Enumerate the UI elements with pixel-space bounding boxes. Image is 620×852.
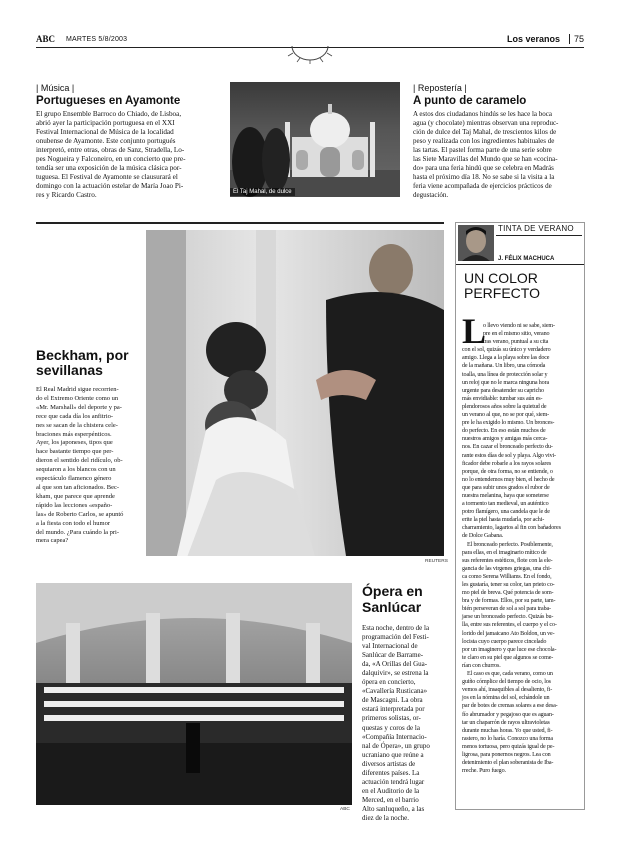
taj-mahal-illustration (230, 82, 400, 197)
text-line: nos. En cazar el bronceado perfecto du- (462, 444, 553, 451)
text-line: rían con churros. (462, 662, 501, 669)
text-line: detenimiento el plan soberanista de Iba- (462, 760, 554, 767)
text-line: potro flamígero, una candela que le de (462, 509, 550, 516)
pastry-article (413, 83, 585, 200)
text-line: rreche. Puro fuego. (462, 768, 506, 775)
text-line: nal de Ópera», un grupo (362, 741, 430, 750)
beckham-body (36, 386, 136, 546)
text-line: tras verano, puntual a su cita (483, 339, 549, 346)
opera-title-line: Sanlúcar (362, 599, 422, 615)
text-line: espectáculo flamenco género (36, 475, 112, 483)
text-line: fío abrumador y pegajoso que es aguan- (462, 711, 554, 718)
column-author: J. FÉLIX MACHUCA (498, 256, 555, 262)
column-title-line: PERFECTO (464, 285, 540, 301)
taj-mahal-photo (230, 82, 400, 197)
text-line: de la mañana. Un libro, una cómoda (462, 363, 546, 370)
text-line: te claro en su piel que algunos se come- (462, 654, 554, 661)
text-line: mo piel de breva. Qué potencia de som- (462, 590, 554, 597)
text-line: rece que cada día los anfitrio- (36, 412, 114, 420)
text-line: actuación tendrá lugar (362, 777, 425, 786)
text-line: tar un chaparrón de rayos ultravioletas (462, 719, 550, 726)
text-line: vemos ahí, insaquibles al desaliento, fi- (462, 687, 553, 694)
text-line: braciones más esperpénticos. (36, 430, 112, 438)
music-article (36, 83, 222, 200)
text-line: questas y coros de la (362, 723, 420, 732)
text-line: a tormento tan medieval, un auténtico (462, 501, 549, 508)
text-line: menos tortuosa, pero quizás igual de pe- (462, 743, 555, 750)
column-dropcap: L (462, 311, 487, 351)
opera-title-line: Ópera en (362, 583, 423, 599)
header-logo: ABC (36, 34, 56, 44)
opera-article (362, 583, 446, 823)
text-line: El bronceado perfecto. Posiblemente, (467, 541, 553, 548)
opera-body (362, 624, 446, 823)
opera-title (362, 583, 446, 615)
text-line: las Siete Maravillas del Mundo que se han «cocina- (413, 155, 558, 164)
text-line: que para subir unos grados el rubor de (462, 484, 550, 491)
text-line: hace bastante tiempo que per- (36, 448, 114, 456)
text-line: toalla, una línea de protección solar y (462, 371, 548, 378)
text-line: un reloj que no le marca ninguna hora (462, 379, 550, 386)
author-portrait-illustration (458, 225, 494, 261)
text-line: interpretó, entre otras, obras de Sanz, Stradella, Lo- (36, 146, 185, 155)
text-line: Alto sanluqueño, a las (362, 804, 425, 813)
column-title-line: UN COLOR (464, 270, 538, 286)
text-line: diferentes países. La (362, 768, 420, 777)
beckham-article (36, 348, 136, 546)
pastry-kicker: | Repostería | (413, 83, 467, 93)
beckham-title-line: Beckham, por (36, 347, 129, 363)
text-line: Sanlúcar de Barrame- (362, 651, 424, 660)
section-divider (36, 222, 444, 224)
text-line: feria viene acompañada de ejercicios prácticos de (413, 182, 552, 191)
text-line: do perfecto. En eso están muchos de (462, 428, 546, 435)
header-section: Los veranos (506, 34, 560, 44)
text-line: un verano al que, no se por qué, siem- (462, 412, 550, 419)
text-line: El Real Madrid sigue recorrien- (36, 386, 119, 393)
author-portrait (458, 225, 494, 261)
text-line: pre en el mismo sitio, verano (483, 331, 550, 338)
column-body (462, 322, 580, 775)
text-line: ficador debe robarle a los rayos solares (462, 460, 552, 467)
text-line: con el sol, quizás su único y verdadero (462, 347, 551, 354)
text-line: ca como Serena Williams. En el fondo, (462, 573, 552, 580)
text-line: onubense de Ayamonte. Este conjunto portugués (36, 137, 176, 146)
text-line: a la fiesta con todo el humor (36, 519, 111, 527)
text-line: al que son tan aficionados. Bec- (36, 483, 120, 491)
text-line: o llevo viendo ni se sabe, siem- (483, 323, 555, 329)
beckham-flamenco-photo (146, 230, 444, 556)
text-line: A estos dos ciudadanos hindús se les hace la boca (413, 110, 552, 118)
text-line: rápido las lecciones «españo- (36, 501, 113, 509)
text-line: no lo entendemos muy bien, el hecho de (462, 476, 555, 483)
text-line: guiño cómplice del tiempo de ocio, los (462, 679, 551, 686)
text-line: las» de Roberto Carlos, se apuntó (36, 510, 124, 518)
text-line: nuestros amigos y amigas más cerca- (462, 436, 548, 443)
text-line: tendía ser una exposición de la música clásica por- (36, 164, 182, 173)
text-line: de Dolce Gabana. (462, 533, 504, 540)
text-line: ópera en concierto, (362, 678, 416, 687)
beckham-photo-illustration (146, 230, 444, 556)
text-line: pes Nogueira y Falconeiro, en un concierto que pre- (36, 155, 186, 164)
text-line: más envidiable: tumbar sus aún es- (462, 395, 543, 402)
text-line: diez de la noche. (362, 813, 410, 822)
text-line: kham, que parece que aprende (36, 492, 115, 500)
header-date: MARTES 5/8/2003 (66, 36, 128, 43)
opera-photo-illustration (36, 583, 352, 805)
text-line: estará interpretada por (362, 705, 425, 714)
text-line: programación del Festi- (362, 633, 429, 642)
text-line: degustación. (413, 191, 449, 200)
opera-credit: ABC (340, 807, 350, 812)
pastry-title: A punto de caramelo (413, 95, 527, 107)
text-line: Ayer, los japoneses, tipos que (36, 439, 113, 447)
text-line: jos en la nómina del sol, echándole un (462, 695, 550, 702)
text-line: «Mr. Marshall» del deporte y pa- (36, 403, 122, 411)
text-line: locista cuyo cuerpo parece cincelado (462, 638, 547, 645)
text-line: do» para una feria hindú que se celebra en Madrás (413, 164, 554, 173)
text-line: urgente para desatender su capricho (462, 387, 544, 394)
text-line: rastero, no lo haría. Conozco una forma (462, 735, 553, 742)
text-line: hasta el próximo día 18. No se sabe si la visita a la (413, 173, 555, 182)
text-line: las tartas. El pastel forma parte de una serie sobre (413, 146, 552, 155)
text-line: les gustaría, tener su color, tan prieto co- (462, 582, 555, 588)
column-label: TINTA DE VERANO (498, 224, 574, 233)
text-line: erite la piel hasta mudarla, por achi- (462, 517, 545, 524)
text-line: nes se sacan de la chistera cele- (36, 421, 118, 429)
text-line: rante estos días de sol y playa. Algo vivi- (462, 452, 556, 459)
opera-concert-photo (36, 583, 352, 805)
text-line: diversos artistas de (362, 759, 416, 768)
text-line: El caso es que, cada verano, como un (467, 671, 553, 678)
text-line: primeros solistas, or- (362, 714, 421, 723)
text-line: ucraniano que reúne a (362, 750, 424, 759)
text-line: domingo con la actuación estelar de María Joao Pi- (36, 182, 184, 191)
beckham-title (36, 348, 136, 378)
text-line: lorido del jamaicano Ato Boldon, un ve- (462, 630, 555, 637)
text-line: por un imaginero y que luce ese chocola- (462, 646, 557, 653)
text-line: tuguesa. El Festival de Ayamonte se clausurará el (36, 173, 178, 182)
text-line: ción de dulce del Taj Mahal, de trescientos kilos de (413, 128, 557, 137)
text-line: amigo. Llega a la playa sobre las doce (462, 355, 550, 362)
text-line: de Mascagni. La obra (362, 696, 423, 705)
column-title (464, 271, 540, 301)
text-line: durante muchas horas. Yo que usted, fi- (462, 727, 553, 734)
text-line: gancia de las virgenes griegas, una chi- (462, 565, 552, 572)
sun-ornament-icon (280, 44, 340, 64)
text-line: pre le ha exigido lo mismo. Un bronces- (462, 420, 555, 427)
column-author-rule (456, 264, 584, 265)
text-line: lla, entre sus referentes, el cuerpo y el co- (462, 622, 557, 629)
text-line: nuestra melanina, haya que someterse (462, 492, 549, 499)
text-line: ligrosa, para ponernos negros. Lea con (462, 751, 551, 758)
text-line: jarse un bronceado perfecto. Quizás bu- (462, 614, 554, 621)
text-line: peso y realizada con los ingredientes habituales de (413, 137, 555, 146)
header-page-number: 75 (569, 34, 584, 44)
text-line: agua (y chocolate) mientras observan una reproduc- (413, 119, 559, 128)
text-line: val Internacional de (362, 642, 418, 651)
text-line: abrió ayer la participación portuguesa en el XXI (36, 119, 175, 128)
text-line: da, «A Orillas del Gua- (362, 660, 428, 669)
music-kicker: | Música | (36, 83, 75, 93)
text-line: Merced, en el barrio (362, 795, 419, 804)
pastry-body (413, 110, 585, 200)
taj-caption: El Taj Mahal, de dulce (230, 188, 295, 196)
beckham-credit: REUTERS (425, 559, 448, 564)
text-line: bra y de formas. Ellos, por su parte, tam- (462, 598, 556, 605)
column-label-rule (496, 235, 582, 236)
text-line: plendorosos años sobre la quietud de (462, 403, 547, 410)
text-line: charramiento, lagartos al fin con bañadores (462, 525, 561, 532)
text-line: par de botes de cremas solares a ese desa- (462, 703, 558, 710)
text-line: del mundo. ¿Para cuándo la pri- (36, 528, 120, 536)
text-line: «Compañía Internacio- (362, 732, 427, 741)
beckham-title-line: sevillanas (36, 362, 103, 378)
text-line: sus referentes estéticos, flote con la ele- (462, 557, 553, 564)
text-line: en el Auditorio de la (362, 786, 420, 795)
text-line: do el Extremo Oriente como un (36, 394, 119, 402)
music-title: Portugueses en Ayamonte (36, 95, 181, 107)
text-line: mera capea? (36, 537, 69, 545)
text-line: dieron el sentido del ridículo, ob- (36, 457, 123, 465)
text-line: bién perseveran de sol a sol para traba- (462, 606, 551, 613)
text-line: para ellas, en el imaginario mítico de (462, 549, 547, 556)
music-body (36, 110, 222, 200)
text-line: porque, de otra forma, no se entiende, o (462, 468, 553, 475)
text-line: Festival Internacional de Música de la localidad (36, 128, 174, 137)
text-line: res y Ricardo Castro. (36, 191, 97, 200)
text-line: Esta noche, dentro de la (362, 624, 430, 632)
text-line: «Cavallería Rusticana» (362, 687, 428, 696)
text-line: El grupo Ensemble Barroco do Chiado, de Lisboa, (36, 110, 182, 118)
text-line: dalquivir», se estrena la (362, 669, 429, 678)
text-line: sequiaron a los blancos con un (36, 466, 116, 474)
